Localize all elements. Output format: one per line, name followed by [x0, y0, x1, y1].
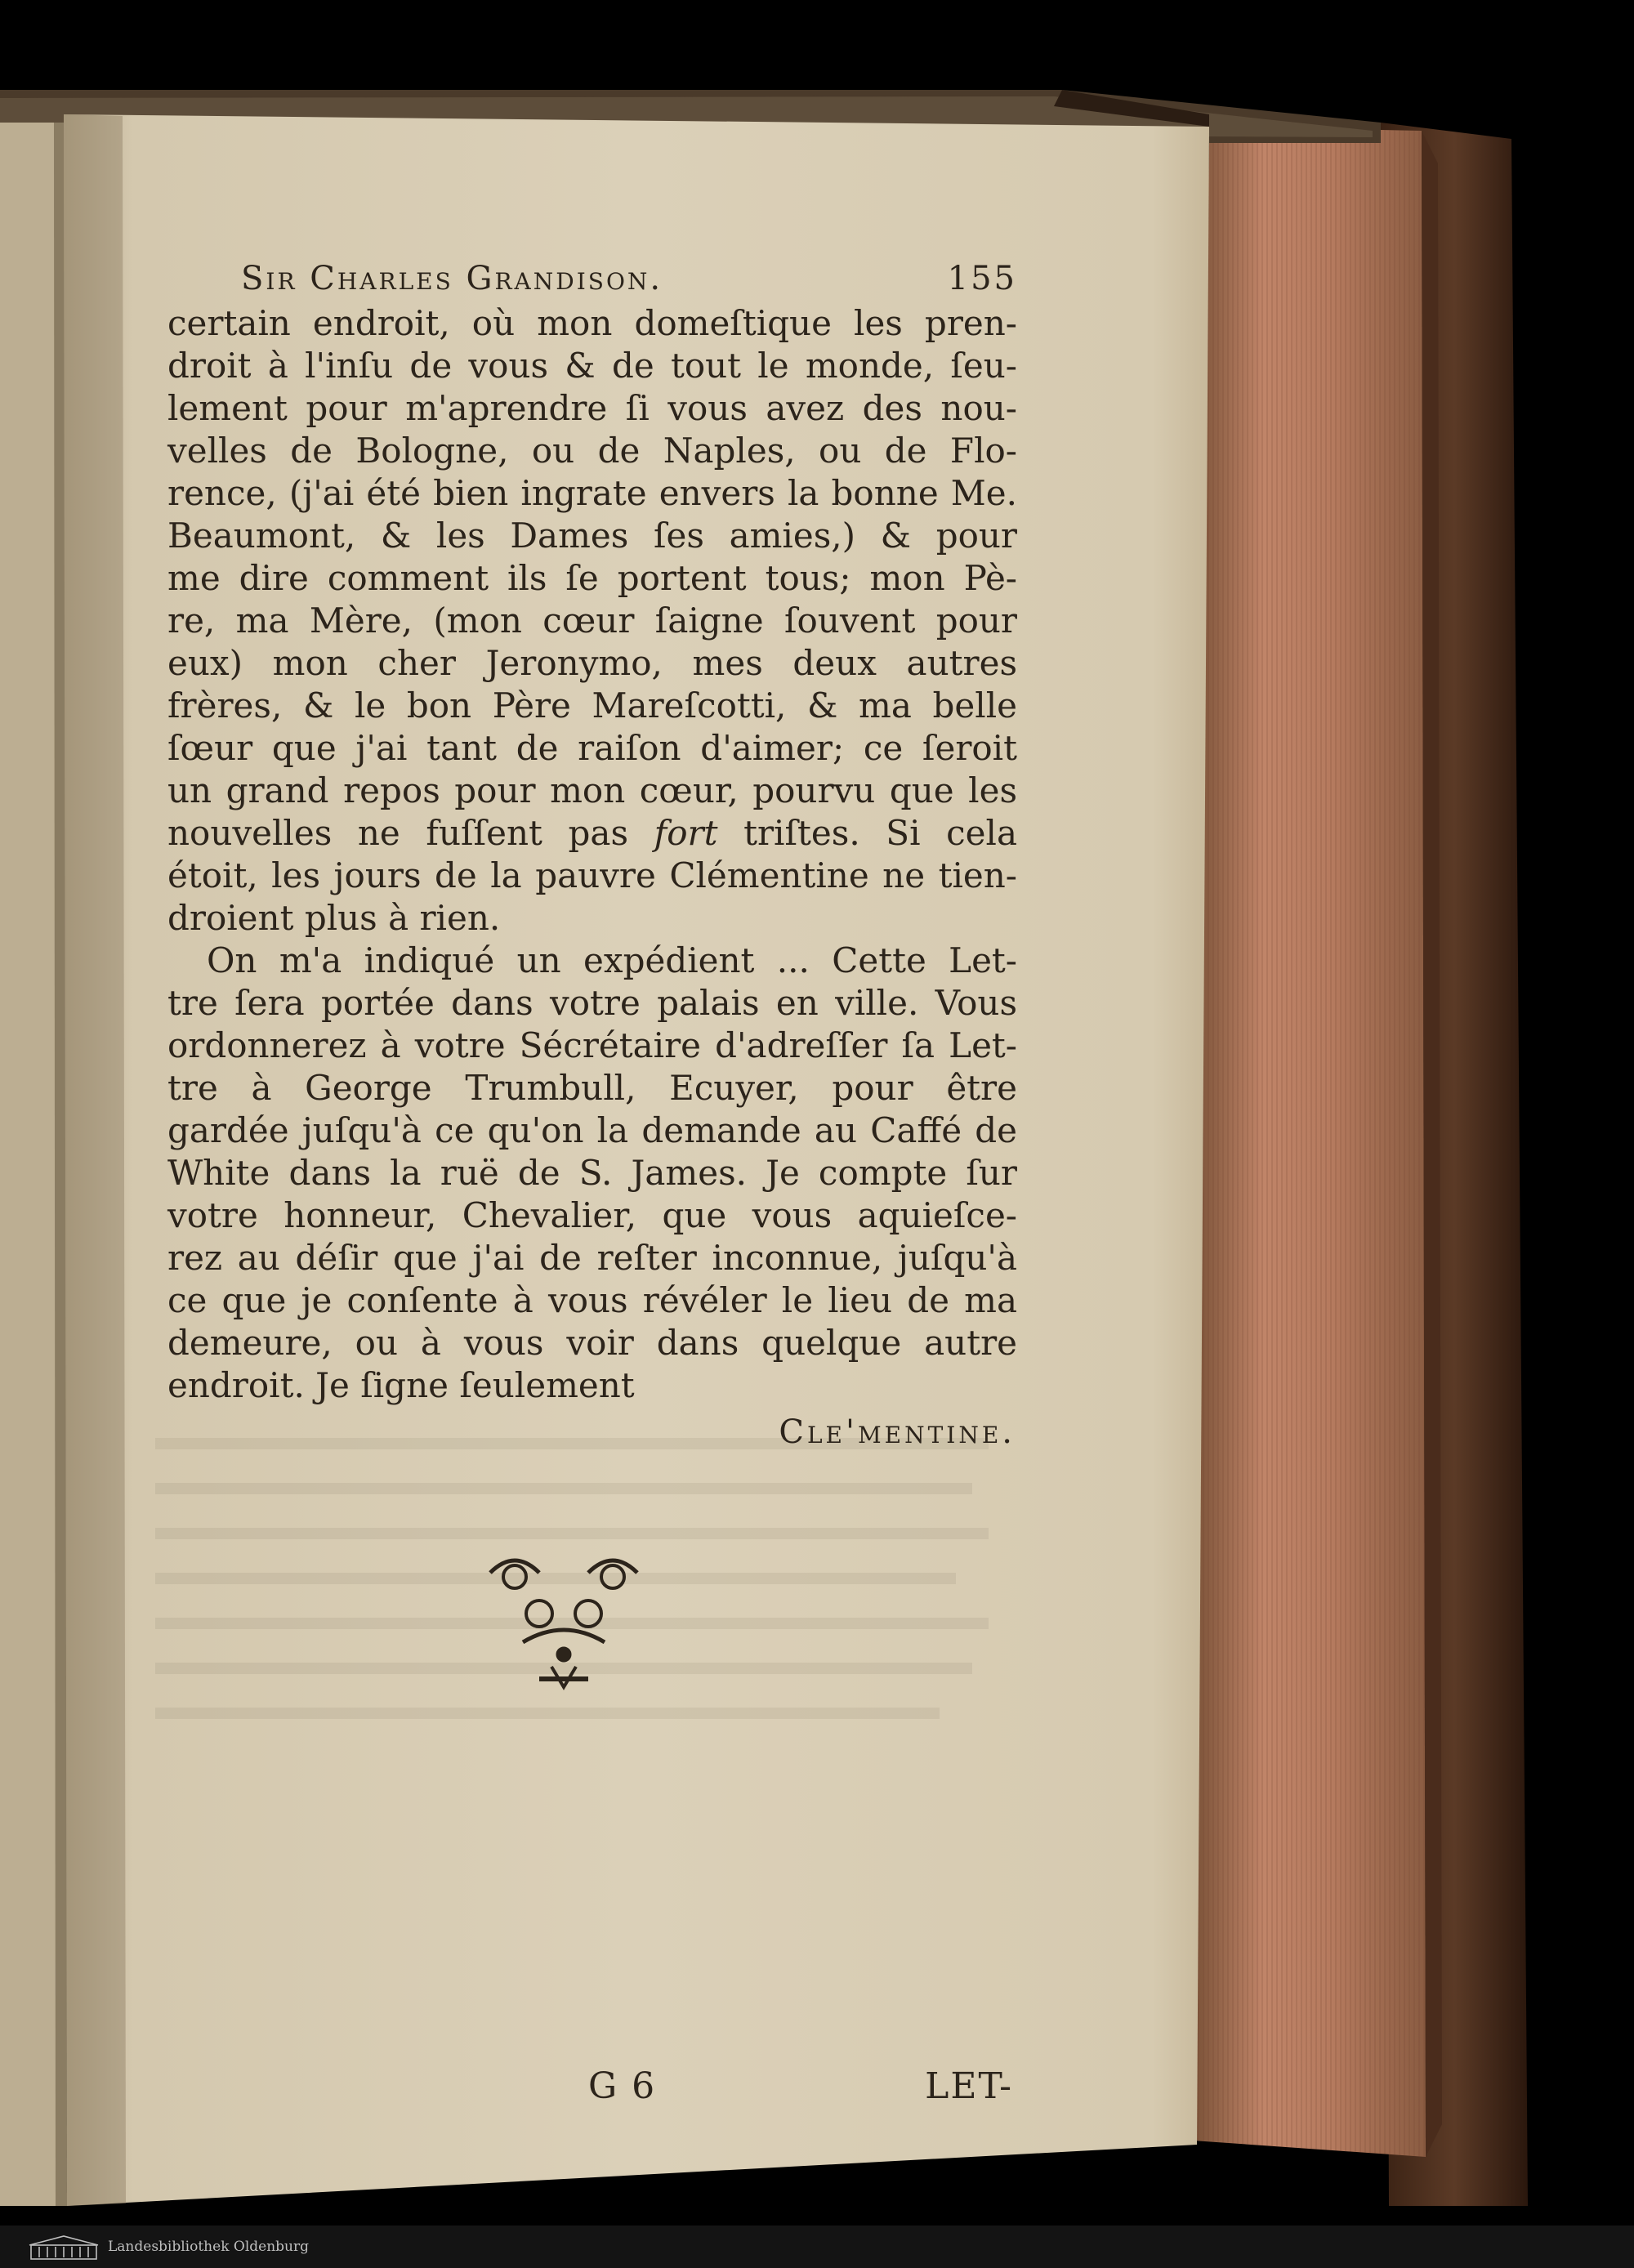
text-line: droient plus à rien.	[167, 898, 501, 938]
text-line: ſœur que j'ai tant de raiſon d'aimer; ce ſeroit	[167, 728, 1017, 768]
text-line-paragraph-start: On m'a indiqué un expédient ... Cette Let-	[207, 940, 1017, 980]
signature: Cle'mentine.	[779, 1413, 1016, 1451]
library-footer-bar	[0, 2226, 1634, 2268]
text-line: rez au déſir que j'ai de reſter inconnue, juſqu'à	[167, 1238, 1017, 1278]
library-name: Landesbibliothek Oldenburg	[108, 2239, 310, 2255]
signature-mark: G 6	[588, 2065, 657, 2107]
text-line: tre à George Trumbull, Ecuyer, pour être	[167, 1068, 1017, 1108]
text-line: droit à l'inſu de vous & de tout le monde, ſeu-	[167, 346, 1017, 386]
catchword: LET-	[925, 2065, 1013, 2107]
text-line-part: nouvelles ne fuſſent pas	[167, 813, 629, 853]
italic-word: fort	[654, 813, 718, 853]
text-line: endroit. Je ſigne ſeulement	[167, 1365, 635, 1405]
letter-body	[167, 302, 1017, 1407]
library-building-icon	[26, 2234, 101, 2261]
text-line: un grand repos pour mon cœur, pourvu que les	[167, 770, 1017, 810]
text-line: demeure, ou à vous voir dans quelque autre	[167, 1323, 1017, 1363]
page-text-block	[167, 260, 1017, 2107]
text-line: frères, & le bon Père Mareſcotti, & ma belle	[167, 685, 1017, 725]
running-head-title: Sir Charles Grandison.	[241, 260, 663, 297]
text-line: certain endroit, où mon domeſtique les pren-	[167, 303, 1017, 343]
text-line: re, ma Mère, (mon cœur ſaigne ſouvent pour	[167, 600, 1017, 641]
text-line: lement pour m'aprendre ſi vous avez des nou-	[167, 388, 1017, 428]
text-line: ce que je conſente à vous révéler le lieu de ma	[167, 1280, 1017, 1320]
catchline	[167, 2065, 1017, 2114]
page-number: 155	[947, 260, 1017, 297]
text-line: eux) mon cher Jeronymo, mes deux autres	[167, 643, 1017, 683]
text-line: étoit, les jours de la pauvre Clémentine ne tien-	[167, 855, 1017, 895]
running-head	[167, 260, 1017, 309]
text-line: gardée juſqu'à ce qu'on la demande au Caffé de	[167, 1110, 1017, 1150]
text-line: tre ſera portée dans votre palais en ville. Vous	[167, 983, 1017, 1023]
text-line-part: triſtes. Si cela	[743, 813, 1017, 853]
text-line: me dire comment ils ſe portent tous; mon Pè-	[167, 558, 1017, 598]
text-line: White dans la ruë de S. James. Je compte ſur	[167, 1153, 1017, 1193]
text-line-with-italic	[167, 812, 1017, 855]
text-line: votre honneur, Chevalier, que vous aquieſce-	[167, 1195, 1017, 1235]
text-line: Beaumont, & les Dames ſes amies,) & pour	[167, 516, 1017, 556]
text-line: ordonnerez à votre Sécrétaire d'adreſſer ſa Let-	[167, 1025, 1017, 1065]
text-line: rence, (j'ai été bien ingrate envers la bonne Me.	[167, 473, 1017, 513]
text-line: velles de Bologne, ou de Naples, ou de Flo-	[167, 431, 1017, 471]
